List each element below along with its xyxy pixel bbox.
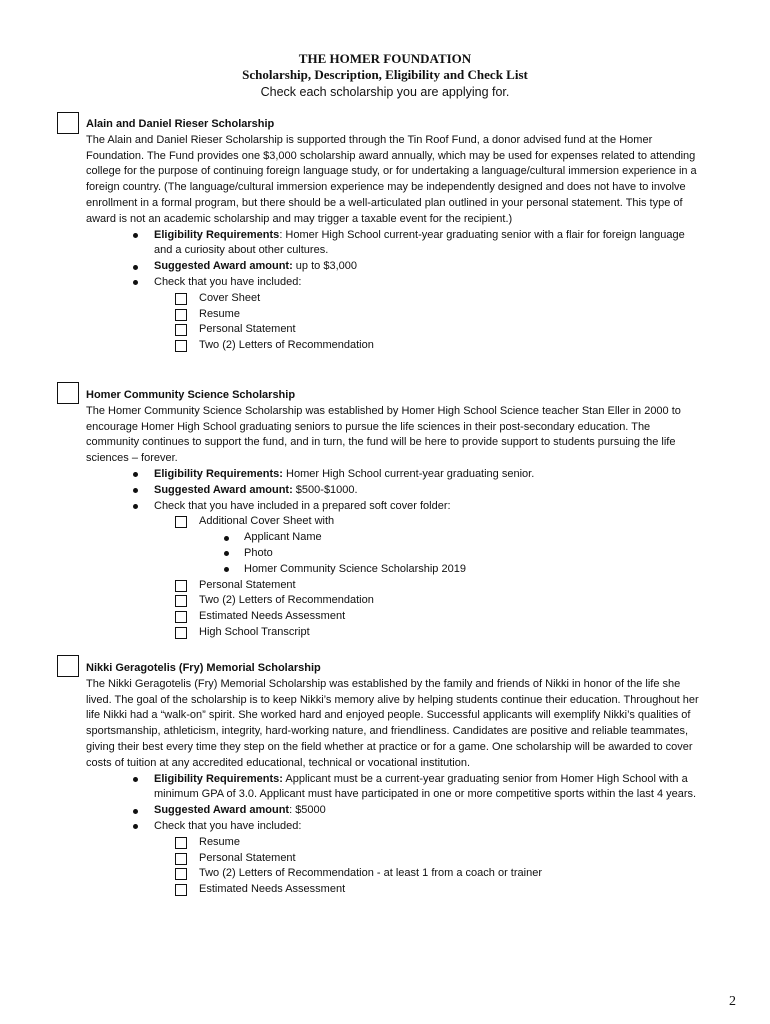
- eligibility-text: Applicant must be a current-year graduating senior from Homer High School with a minimum GPA of 3.0. Applicant must have participated in one or more competitive sports within the last 4 years.: [154, 772, 697, 801]
- document-checkbox[interactable]: [175, 324, 187, 336]
- document-checkbox[interactable]: [175, 595, 187, 607]
- scholarship-title: Nikki Geragotelis (Fry) Memorial Scholarship: [86, 662, 321, 674]
- page-header: [0, 51, 770, 101]
- scholarship-title: Alain and Daniel Rieser Scholarship: [86, 118, 275, 130]
- check-label: Check that you have included:: [154, 275, 302, 288]
- award-item: [86, 259, 706, 275]
- checklist-entry: [86, 625, 706, 641]
- checklist-entry: [86, 307, 706, 323]
- award-item: [86, 483, 706, 499]
- eligibility-label: Eligibility Requirements:: [154, 467, 283, 480]
- checklist-entry-label: Additional Cover Sheet with: [199, 515, 335, 528]
- checklist-entry-label: Personal Statement: [199, 851, 296, 864]
- checklist-entry: [86, 609, 706, 625]
- cover-sheet-item: Homer Community Science Scholarship 2019: [86, 562, 706, 578]
- document-checkbox[interactable]: [175, 627, 187, 639]
- document-checkbox[interactable]: [175, 868, 187, 880]
- eligibility-item: [86, 228, 706, 260]
- page-number: 2: [729, 994, 736, 1009]
- instruction-text: Check each scholarship you are applying for.: [260, 85, 510, 99]
- document-checkbox[interactable]: [175, 516, 187, 528]
- rieser-apply-checkbox[interactable]: [57, 112, 79, 134]
- checklist-entry: [86, 514, 706, 577]
- document-checkbox[interactable]: [175, 293, 187, 305]
- checklist-entry: [86, 593, 706, 609]
- checklist-entry-label: Two (2) Letters of Recommendation: [199, 594, 374, 607]
- checklist-entry-label: Estimated Needs Assessment: [199, 610, 346, 623]
- scholarship-description: The Nikki Geragotelis (Fry) Memorial Scholarship was established by the family and friends of Nikki in honor of the life she lived. The goal of the scholarship is to keep Nikki’s memory alive by helping students continue their education. Throughout her life Nikki had a “walk-on” spirit. She worked hard and enjoyed people. Successful applicants will exemplify Nikki’s qualities of sportsmanship, athleticism, integrity, hard-working nature, and friendliness. Candidates are positive and reliable teammates, giving their best every time they step on the field whether at practice or for a game. One scholarship will be awarded to cover costs of tuition at any accredited educational, technical or vocational institution.: [86, 677, 699, 769]
- eligibility-item: [86, 467, 706, 483]
- cover-sheet-item: Photo: [86, 546, 706, 562]
- cover-sheet-item: Applicant Name: [86, 530, 706, 546]
- document-checkbox[interactable]: [175, 309, 187, 321]
- checklist-entry-label: Personal Statement: [199, 323, 296, 336]
- document-checkbox[interactable]: [175, 340, 187, 352]
- checklist-entry: [86, 866, 706, 882]
- eligibility-item: [86, 772, 706, 804]
- nikki-apply-checkbox[interactable]: [57, 655, 79, 677]
- document-checklist: [154, 514, 706, 640]
- document-subtitle: Scholarship, Description, Eligibility and Check List: [242, 67, 528, 82]
- checklist-entry-label: Personal Statement: [199, 578, 296, 591]
- eligibility-text: Homer High School current-year graduating senior.: [282, 467, 535, 480]
- scholarship-title: Homer Community Science Scholarship: [86, 389, 296, 401]
- checklist-entry: [86, 835, 706, 851]
- check-label: Check that you have included:: [154, 819, 302, 832]
- checklist-item: [86, 819, 706, 898]
- award-label: Suggested Award amount:: [154, 260, 293, 273]
- checklist-entry: [86, 291, 706, 307]
- eligibility-label: Eligibility Requirements:: [154, 772, 283, 785]
- org-title: THE HOMER FOUNDATION: [298, 51, 472, 66]
- document-checkbox[interactable]: [175, 853, 187, 865]
- checklist-entry-label: Resume: [199, 307, 240, 320]
- rieser-scholarship-section: [86, 117, 706, 354]
- eligibility-label: Eligibility Requirements: [154, 228, 280, 241]
- checklist-entry-label: High School Transcript: [199, 625, 310, 638]
- award-text: : $5000: [289, 804, 326, 817]
- checklist-entry-label: Resume: [199, 835, 240, 848]
- cover-sheet-items: [199, 530, 706, 577]
- document-checkbox[interactable]: [175, 837, 187, 849]
- eligibility-text: : Homer High School current-year graduating senior with a flair for foreign language and a curiosity about other cultures.: [154, 228, 685, 257]
- checklist-entry-label: Two (2) Letters of Recommendation - at least 1 from a coach or trainer: [199, 867, 542, 880]
- checklist-entry: [86, 338, 706, 354]
- scholarship-description: The Homer Community Science Scholarship was established by Homer High School Science teacher Stan Eller in 2000 to encourage Homer High School graduating seniors to pursue the life sciences in their post-secondary education. The community continues to support the fund, and in turn, the fund will be here to provide support to students pursuing the life sciences – forever.: [86, 404, 681, 465]
- checklist-entry-label: Cover Sheet: [199, 291, 261, 304]
- science-scholarship-section: [86, 388, 706, 641]
- award-label: Suggested Award amount:: [154, 483, 293, 496]
- checklist-entry-label: Two (2) Letters of Recommendation: [199, 339, 374, 352]
- checklist-item: [86, 275, 706, 354]
- document-checkbox[interactable]: [175, 611, 187, 623]
- award-text: $500-$1000.: [292, 483, 358, 496]
- award-label: Suggested Award amount: [154, 804, 290, 817]
- criteria-list: [86, 228, 706, 354]
- checklist-entry: [86, 578, 706, 594]
- scholarship-description: The Alain and Daniel Rieser Scholarship is supported through the Tin Roof Fund, a donor advised fund at the Homer Foundation. The Fund provides one $3,000 scholarship award annually, which may be used for expenses related to attending college for the purpose of continuing foreign language study, or for undertaking a language/cultural immersion experience in a foreign country. (The language/cultural immersion experience may be independently designed and does not have to involve enrollment in a formal program, but there should be a well-articulated plan outlined in your personal statement. This type of award is not an academic scholarship and may trigger a taxable event for the recipient.): [86, 133, 697, 225]
- criteria-list: [86, 467, 706, 641]
- document-checkbox[interactable]: [175, 580, 187, 592]
- check-label: Check that you have included in a prepared soft cover folder:: [154, 499, 451, 512]
- checklist-entry-label: Estimated Needs Assessment: [199, 883, 346, 896]
- checklist-entry: [86, 851, 706, 867]
- nikki-scholarship-section: [86, 661, 706, 898]
- award-text: up to $3,000: [292, 260, 357, 273]
- document-checkbox[interactable]: [175, 884, 187, 896]
- checklist-item: [86, 499, 706, 641]
- checklist-entry: [86, 882, 706, 898]
- checklist-entry: [86, 322, 706, 338]
- criteria-list: [86, 772, 706, 898]
- document-checklist: [154, 291, 706, 354]
- science-apply-checkbox[interactable]: [57, 382, 79, 404]
- award-item: [86, 803, 706, 819]
- document-checklist: [154, 835, 706, 898]
